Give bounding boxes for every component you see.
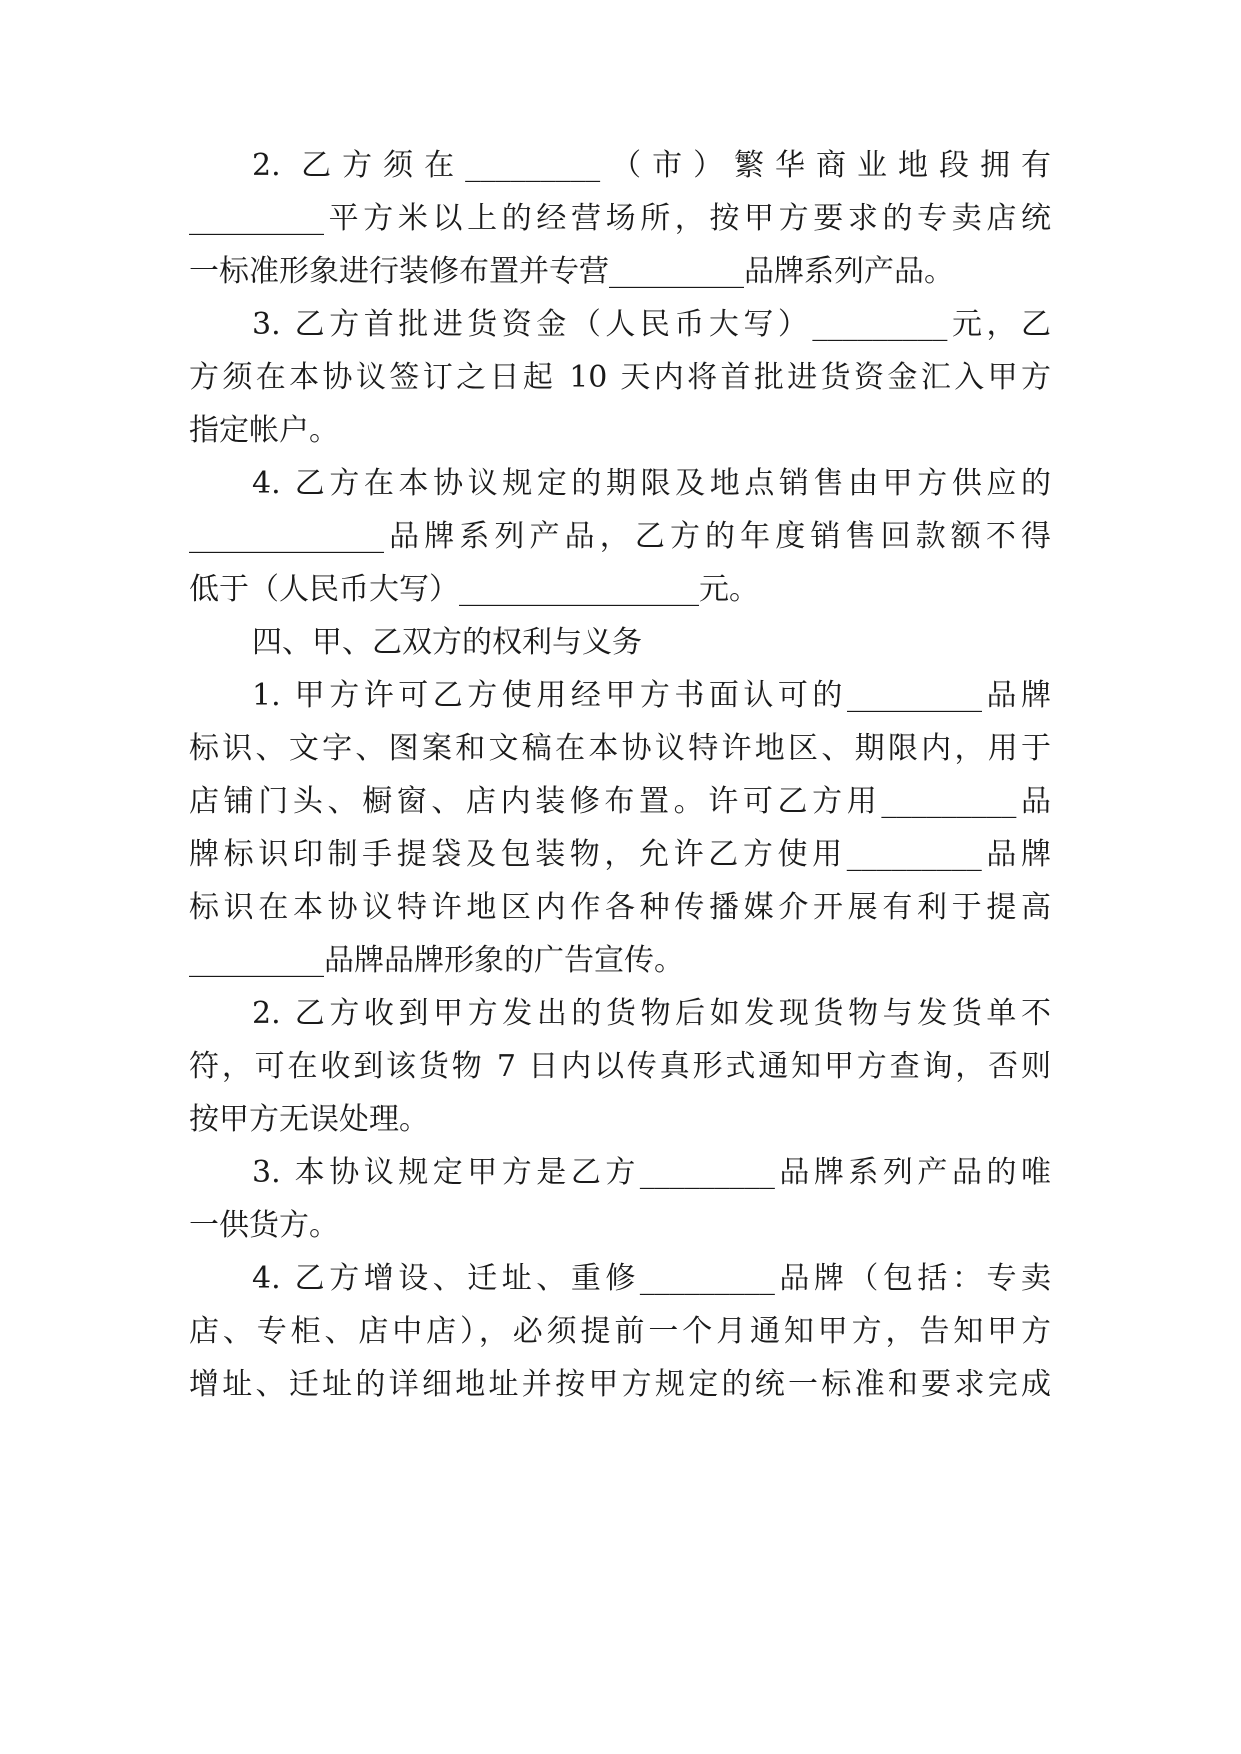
clause-4-3-line-2: 一供货方。 — [189, 1208, 339, 1243]
clause-3-3-line-1: 3. 乙方首批进货资金（人民币大写）_________元，乙 — [252, 307, 1051, 342]
clause-3-2-line-2: _________平方米以上的经营场所，按甲方要求的专卖店统 — [189, 201, 1051, 236]
clause-4-3-line-1: 3. 本协议规定甲方是乙方_________品牌系列产品的唯 — [252, 1155, 1051, 1190]
clause-4-2-line-2: 符，可在收到该货物 7 日内以传真形式通知甲方查询，否则 — [189, 1049, 1051, 1084]
clause-3-2-line-1: 2. 乙方须在_________（市）繁华商业地段拥有 — [252, 148, 1051, 183]
clause-4-1-line-3: 店铺门头、橱窗、店内装修布置。许可乙方用_________品 — [189, 784, 1051, 819]
clause-4-4-line-1: 4. 乙方增设、迁址、重修_________品牌（包括：专卖 — [252, 1261, 1051, 1296]
clause-3-4-line-2: _____________品牌系列产品，乙方的年度销售回款额不得 — [189, 519, 1051, 554]
clause-3-3-line-3: 指定帐户。 — [189, 413, 339, 448]
clause-3-4-line-1: 4. 乙方在本协议规定的期限及地点销售由甲方供应的 — [252, 466, 1051, 501]
clause-4-1-line-4: 牌标识印制手提袋及包装物，允许乙方使用_________品牌 — [189, 837, 1051, 872]
clause-3-3-line-2: 方须在本协议签订之日起 10 天内将首批进货资金汇入甲方 — [189, 360, 1051, 395]
clause-4-1-line-1: 1. 甲方许可乙方使用经甲方书面认可的_________品牌 — [252, 678, 1051, 713]
clause-4-2-line-3: 按甲方无误处理。 — [189, 1102, 429, 1137]
section-heading-4: 四、甲、乙双方的权利与义务 — [252, 625, 642, 660]
clause-3-4-line-3: 低于（人民币大写）________________元。 — [189, 572, 759, 607]
clause-3-2-line-3: 一标准形象进行装修布置并专营_________品牌系列产品。 — [189, 254, 954, 289]
clause-4-1-line-2: 标识、文字、图案和文稿在本协议特许地区、期限内，用于 — [189, 731, 1051, 766]
clause-4-2-line-1: 2. 乙方收到甲方发出的货物后如发现货物与发货单不 — [252, 996, 1051, 1031]
clause-4-4-line-3: 增址、迁址的详细地址并按甲方规定的统一标准和要求完成 — [189, 1367, 1051, 1402]
clause-4-1-line-5: 标识在本协议特许地区内作各种传播媒介开展有利于提高 — [189, 890, 1051, 925]
clause-4-4-line-2: 店、专柜、店中店），必须提前一个月通知甲方，告知甲方 — [189, 1314, 1051, 1349]
clause-4-1-line-6: _________品牌品牌形象的广告宣传。 — [189, 943, 684, 978]
